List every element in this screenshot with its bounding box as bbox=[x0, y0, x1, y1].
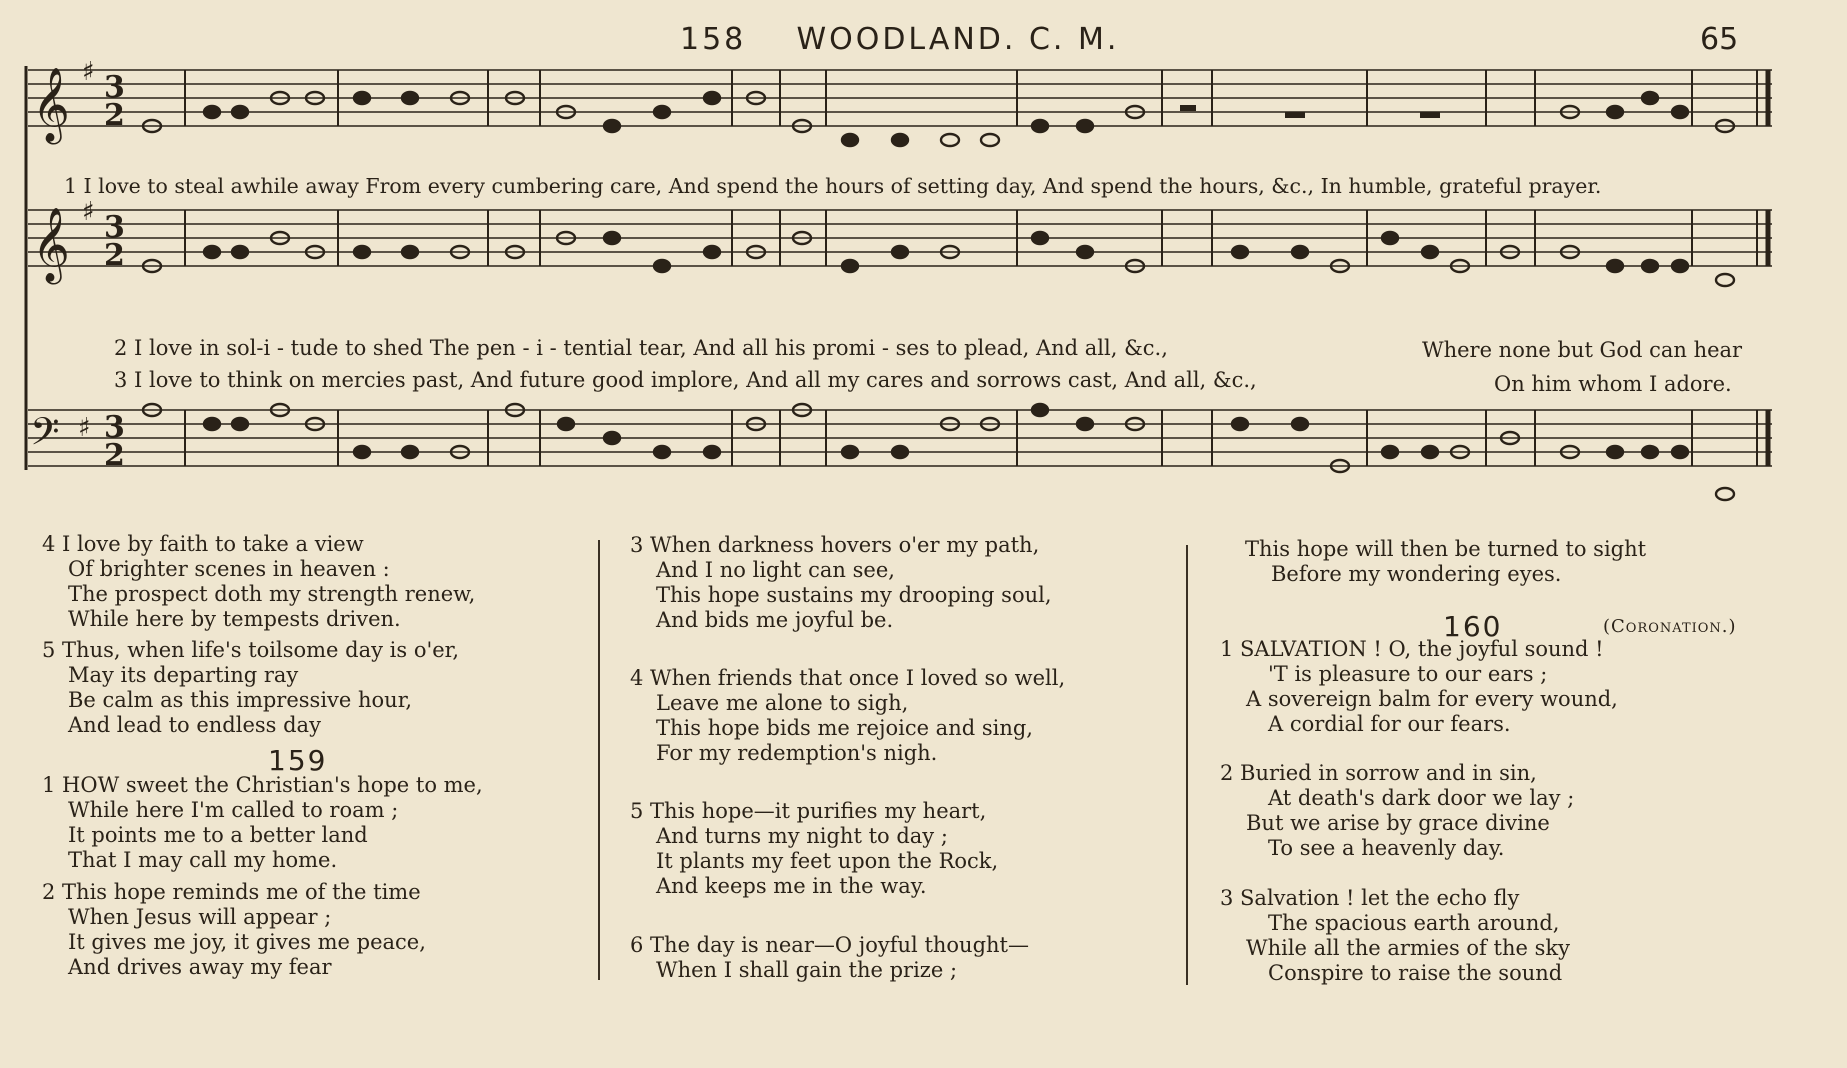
lyric-line-3: 3 I love to think on mercies past, And future good implore, And all my cares and sorrows cast, And all, &c., bbox=[114, 368, 1257, 392]
sharp-icon: ♯ bbox=[78, 413, 91, 443]
staff-lines bbox=[28, 70, 1772, 466]
verse-159-2: 2 This hope reminds me of the time When Jesus will appear ; It gives me joy, it gives me peace, And drives away my fear bbox=[42, 880, 426, 979]
page-number: 65 bbox=[1700, 22, 1739, 57]
bass-clef-icon: 𝄢 bbox=[30, 409, 60, 463]
verse-159-1: 1 HOW sweet the Christian's hope to me, While here I'm called to roam ; It points me to a better land That I may call my home. bbox=[42, 773, 483, 872]
bar-lines bbox=[185, 70, 1692, 466]
treble-clef-icon: 𝄞 bbox=[32, 208, 70, 282]
verse-158-5: 5 Thus, when life's toilsome day is o'er, May its departing ray Be calm as this impressive hour, And lead to endless day bbox=[42, 638, 460, 737]
sharp-icon: ♯ bbox=[82, 57, 95, 87]
verse-159-5: 5 This hope—it purifies my heart, And turns my night to day ; It plants my feet upon the Rock, And keeps me in the way. bbox=[630, 799, 999, 898]
time-sig-top: 3 bbox=[104, 210, 125, 245]
time-sig-top: 3 bbox=[104, 70, 125, 105]
column-divider bbox=[1186, 545, 1188, 985]
verse-160-1: 1 SALVATION ! O, the joyful sound ! 'T is pleasure to our ears ; A sovereign balm for every wound, A cordial for our fears. bbox=[1220, 637, 1618, 736]
lyric-line-2-end: Where none but God can hear bbox=[1422, 338, 1743, 362]
lyric-line-3-end: On him whom I adore. bbox=[1494, 372, 1732, 396]
time-sig-bottom: 2 bbox=[104, 438, 125, 473]
final-barlines bbox=[1757, 70, 1768, 466]
tune-title: WOODLAND. C. M. bbox=[796, 22, 1120, 57]
hymn-159-number: 159 bbox=[268, 744, 328, 777]
time-sig-top: 3 bbox=[104, 410, 125, 445]
treble-clef-icon: 𝄞 bbox=[32, 68, 70, 142]
verse-160-3: 3 Salvation ! let the echo fly The spacious earth around, While all the armies of the sky Conspire to raise the sound bbox=[1220, 886, 1570, 985]
verse-160-2: 2 Buried in sorrow and in sin, At death's dark door we lay ; But we arise by grace divine To see a heavenly day. bbox=[1220, 761, 1575, 860]
music-score bbox=[0, 0, 1847, 520]
hymn-number: 158 bbox=[680, 22, 747, 57]
verse-158-4: 4 I love by faith to take a view Of brighter scenes in heaven : The prospect doth my strength renew, While here by tempests driven. bbox=[42, 532, 476, 631]
verse-159-3: 3 When darkness hovers o'er my path, And I no light can see, This hope sustains my drooping soul, And bids me joyful be. bbox=[630, 533, 1052, 632]
hymn-160-tune: (Coronation.) bbox=[1603, 616, 1737, 637]
verse-159-4: 4 When friends that once I loved so well, Leave me alone to sigh, This hope bids me rejoice and sing, For my redemption's nigh. bbox=[630, 666, 1066, 765]
lyric-line-1: 1 I love to steal awhile away From every cumbering care, And spend the hours of setting day, And spend the hours, &c., In humble, grateful prayer. bbox=[64, 174, 1602, 198]
sharp-icon: ♯ bbox=[82, 197, 95, 227]
time-sig-bottom: 2 bbox=[104, 98, 125, 133]
column-divider bbox=[598, 540, 600, 980]
lyric-line-2: 2 I love in sol-i - tude to shed The pen - i - tential tear, And all his promi - ses to plead, And all, &c., bbox=[114, 336, 1168, 360]
hymn-160-number: 160 bbox=[1443, 610, 1503, 643]
verse-159-6: 6 The day is near—O joyful thought— When I shall gain the prize ; bbox=[630, 933, 1029, 982]
time-signatures bbox=[104, 70, 125, 473]
verse-159-6-end: This hope will then be turned to sight Before my wondering eyes. bbox=[1245, 537, 1647, 586]
time-sig-bottom: 2 bbox=[104, 238, 125, 273]
